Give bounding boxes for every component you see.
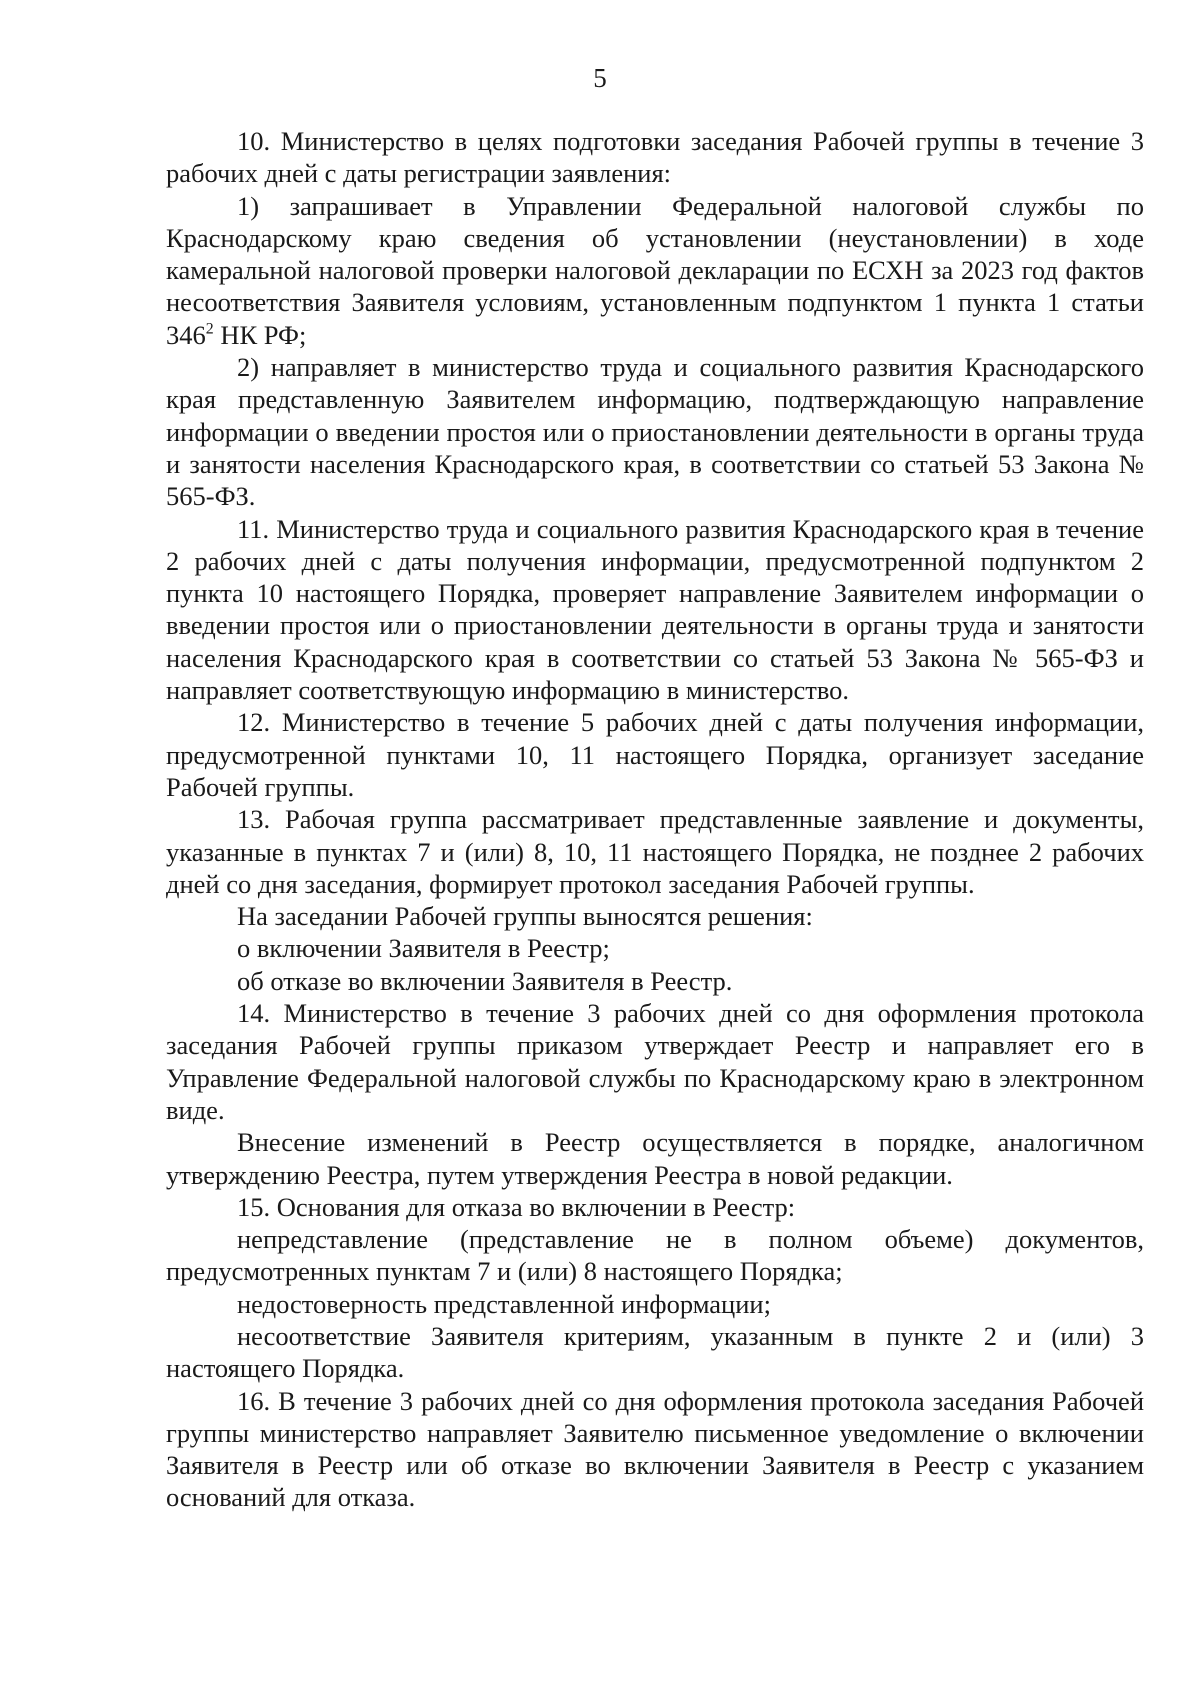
paragraph-15-item-1: непредставление (представление не в полном объеме) документов, предусмотренных пунктам 7 и (или) 8 настоящего Порядка; (166, 1224, 1144, 1287)
paragraph-11: 11. Министерство труда и социального развития Краснодарского края в течение 2 рабочих дней с даты получения информации, предусмотренной подпунктом 2 пункта 10 настоящего Порядка, проверяет направление Заявителем информации о введении простоя или о приостановлении деятельности в органы труда и занятости населения Краснодарского края в соответствии со статьей 53 Закона № 565-ФЗ и направляет соответствующую информацию в министерство. (166, 513, 1144, 706)
paragraph-10-1 (166, 190, 1144, 351)
paragraph-12: 12. Министерство в течение 5 рабочих дней с даты получения информации, предусмотренной пунктами 10, 11 настоящего Порядка, организует заседание Рабочей группы. (166, 707, 1144, 802)
paragraph-13-refuse: об отказе во включении Заявителя в Реестр. (237, 965, 733, 996)
paragraph-14-changes: Внесение изменений в Реестр осуществляется в порядке, аналогичном утверждению Реестра, путем утверждения Реестра в новой редакции. (166, 1127, 1144, 1190)
paragraph-10-2: 2) направляет в министерство труда и социального развития Краснодарского края представленную Заявителем информацию, подтверждающую направление информации о введении простоя или о приостановлении деятельности в органы труда и занятости населения Краснодарского края, в соответствии со статьей 53 Закона № 565-ФЗ. (166, 352, 1144, 512)
paragraph-10: 10. Министерство в целях подготовки заседания Рабочей группы в течение 3 рабочих дней с даты регистрации заявления: (166, 126, 1144, 189)
paragraph-14: 14. Министерство в течение 3 рабочих дней со дня оформления протокола заседания Рабочей группы приказом утверждает Реестр и направляет его в Управление Федеральной налоговой службы по Краснодарскому краю в электронном виде. (166, 998, 1144, 1125)
page-number: 5 (593, 63, 607, 93)
paragraph-10-1-text: 1) запрашивает в Управлении Федеральной налоговой службы по Краснодарскому краю сведения об установлении (неустановлении) в ходе камеральной налоговой проверки налоговой декларации по ЕСХН за 2023 год фактов несоответствия Заявителя условиям, установленным подпунктом 1 пункта 1 статьи 346 (166, 190, 1144, 350)
paragraph-15: 15. Основания для отказа во включении в Реестр: (237, 1191, 796, 1222)
paragraph-16: 16. В течение 3 рабочих дней со дня оформления протокола заседания Рабочей группы министерство направляет Заявителю письменное уведомление о включении Заявителя в Реестр или об отказе во включении Заявителя в Реестр с указанием оснований для отказа. (166, 1385, 1144, 1513)
paragraph-10-1-text-after: НК РФ; (213, 319, 307, 350)
paragraph-15-item-3: несоответствие Заявителя критериям, указанным в пункте 2 и (или) 3 настоящего Порядка. (166, 1320, 1144, 1384)
paragraph-15-item-2: недостоверность представленной информации; (237, 1288, 771, 1319)
superscript: 2 (205, 320, 214, 338)
paragraph-13-decisions: На заседании Рабочей группы выносятся решения: (237, 901, 813, 932)
paragraph-13-include: о включении Заявителя в Реестр; (237, 933, 610, 964)
document-body (166, 125, 1144, 1514)
paragraph-13: 13. Рабочая группа рассматривает представленные заявление и документы, указанные в пунктах 7 и (или) 8, 10, 11 настоящего Порядка, не позднее 2 рабочих дней со дня заседания, формирует протокол заседания Рабочей группы. (166, 804, 1144, 899)
